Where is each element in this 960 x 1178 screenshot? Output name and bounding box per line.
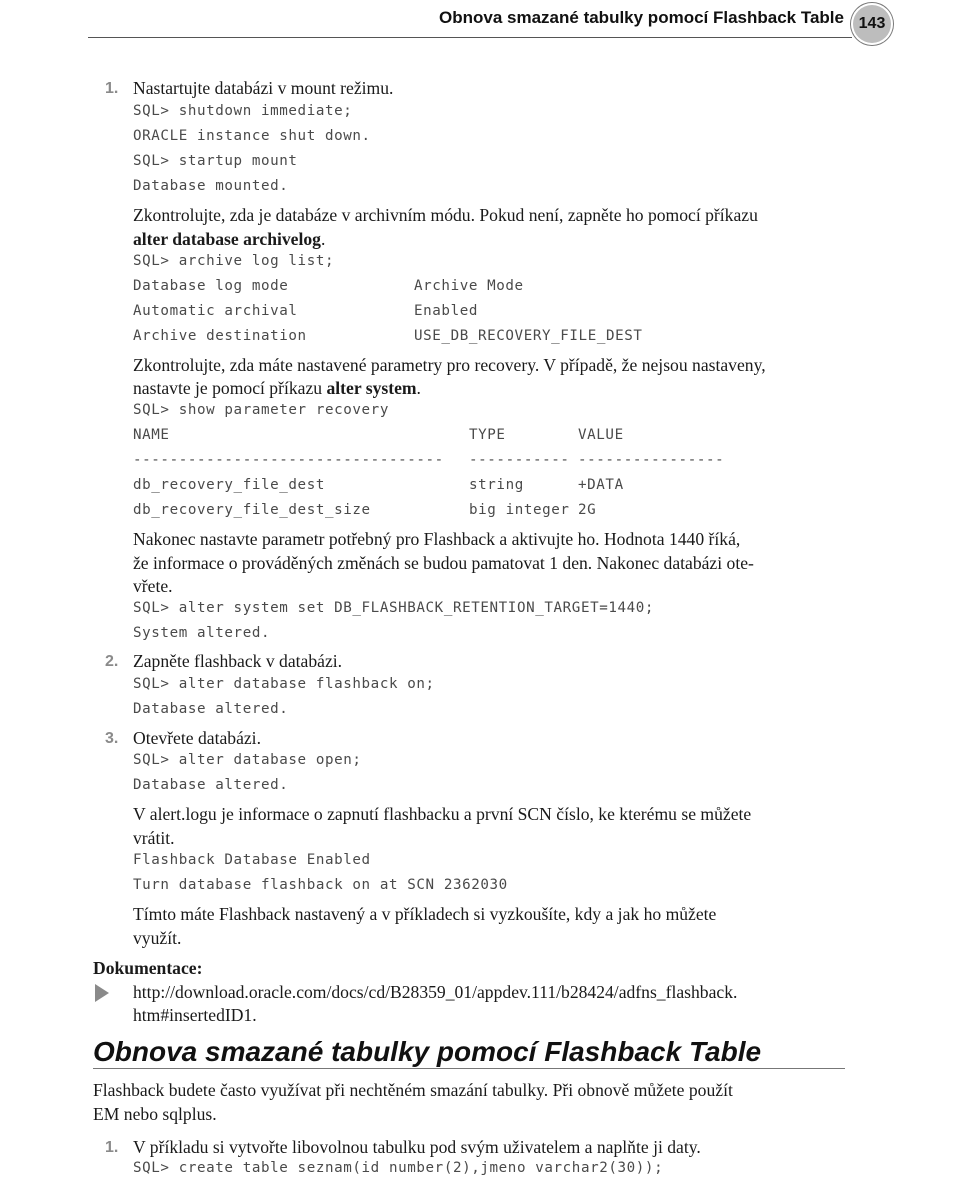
code-line: SQL> create table seznam(id number(2),jmeno varchar2(30));: [133, 1160, 664, 1176]
paragraph-line: alter database archivelog.: [133, 229, 326, 249]
paragraph-line: nastavte je pomocí příkazu alter system.: [133, 378, 421, 398]
param-cell: db_recovery_file_dest_size: [133, 502, 371, 518]
paragraph-line: vrátit.: [133, 828, 175, 848]
code-line: System altered.: [133, 625, 271, 641]
code-line: SQL> alter database flashback on;: [133, 676, 435, 692]
running-header-title: Obnova smazané tabulky pomocí Flashback Table: [439, 8, 844, 27]
code-line: Turn database flashback on at SCN 2362030: [133, 877, 508, 893]
code-line: SQL> show parameter recovery: [133, 402, 389, 418]
documentation-link-continued[interactable]: htm#insertedID1.: [133, 1005, 257, 1025]
paragraph-line: Zkontrolujte, zda je databáze v archivním módu. Pokud není, zapněte ho pomocí příkazu: [133, 205, 758, 225]
code-line: SQL> archive log list;: [133, 253, 335, 269]
code-line: ORACLE instance shut down.: [133, 128, 371, 144]
section-rule: [93, 1068, 845, 1069]
code-line: SQL> shutdown immediate;: [133, 103, 353, 119]
archive-row-value: Enabled: [414, 303, 478, 319]
param-divider: ----------------------------------: [133, 452, 444, 468]
step-number: 2.: [105, 653, 119, 670]
section-heading: Obnova smazané tabulky pomocí Flashback Table: [93, 1036, 762, 1067]
documentation-link[interactable]: http://download.oracle.com/docs/cd/B28359_01/appdev.111/b28424/adfns_flashback.: [133, 982, 738, 1002]
archive-row-value: USE_DB_RECOVERY_FILE_DEST: [414, 328, 643, 344]
code-line: Database altered.: [133, 701, 289, 717]
archive-row-label: Archive destination: [133, 328, 307, 344]
param-cell: string: [469, 477, 524, 493]
code-line: Database altered.: [133, 777, 289, 793]
code-line: SQL> startup mount: [133, 153, 298, 169]
step-number: 1.: [105, 1139, 119, 1156]
step-title: Zapněte flashback v databázi.: [133, 651, 343, 671]
step-number: 1.: [105, 80, 119, 97]
step-title: Otevřete databázi.: [133, 728, 261, 748]
param-cell: +DATA: [578, 477, 624, 493]
param-header-type: TYPE: [469, 427, 506, 443]
step-number: 3.: [105, 730, 119, 747]
paragraph-line: Flashback budete často využívat při nechtěném smazání tabulky. Při obnově můžete použít: [93, 1080, 733, 1100]
running-header: [0, 0, 960, 46]
header-rule: [88, 37, 852, 38]
paragraph-line: EM nebo sqlplus.: [93, 1104, 217, 1124]
param-divider: -----------: [469, 452, 570, 468]
bullet-triangle-icon: [95, 984, 109, 1002]
paragraph-line: Nakonec nastavte parametr potřebný pro Flashback a aktivujte ho. Hodnota 1440 říká,: [133, 529, 741, 549]
documentation-label: Dokumentace:: [93, 958, 203, 978]
param-cell: 2G: [578, 502, 597, 518]
inline-command: alter system: [326, 378, 417, 398]
paragraph-line: V alert.logu je informace o zapnutí flashbacku a první SCN číslo, ke kterému se můžete: [133, 804, 752, 824]
archive-row-label: Database log mode: [133, 278, 289, 294]
page-number-badge: 143: [851, 3, 893, 45]
paragraph-line: využít.: [133, 928, 182, 948]
step-title: Nastartujte databázi v mount režimu.: [133, 78, 394, 98]
param-header-name: NAME: [133, 427, 170, 443]
code-line: Flashback Database Enabled: [133, 852, 371, 868]
paragraph-line: vřete.: [133, 576, 173, 596]
param-header-value: VALUE: [578, 427, 624, 443]
paragraph-line: Tímto máte Flashback nastavený a v příkladech si vyzkoušíte, kdy a jak ho můžete: [133, 904, 717, 924]
archive-row-label: Automatic archival: [133, 303, 298, 319]
paragraph-line: Zkontrolujte, zda máte nastavené parametry pro recovery. V případě, že nejsou nastaveny,: [133, 355, 766, 375]
step-title: V příkladu si vytvořte libovolnou tabulku pod svým uživatelem a naplňte ji daty.: [133, 1137, 701, 1157]
param-cell: db_recovery_file_dest: [133, 477, 325, 493]
inline-command: alter database archivelog: [133, 229, 321, 249]
archive-row-value: Archive Mode: [414, 278, 524, 294]
code-line: Database mounted.: [133, 178, 289, 194]
paragraph-line: že informace o prováděných změnách se budou pamatovat 1 den. Nakonec databázi ote-: [133, 553, 754, 573]
param-divider: ----------------: [578, 452, 725, 468]
param-cell: big integer: [469, 502, 570, 518]
code-line: SQL> alter database open;: [133, 752, 362, 768]
code-line: SQL> alter system set DB_FLASHBACK_RETENTION_TARGET=1440;: [133, 600, 655, 616]
